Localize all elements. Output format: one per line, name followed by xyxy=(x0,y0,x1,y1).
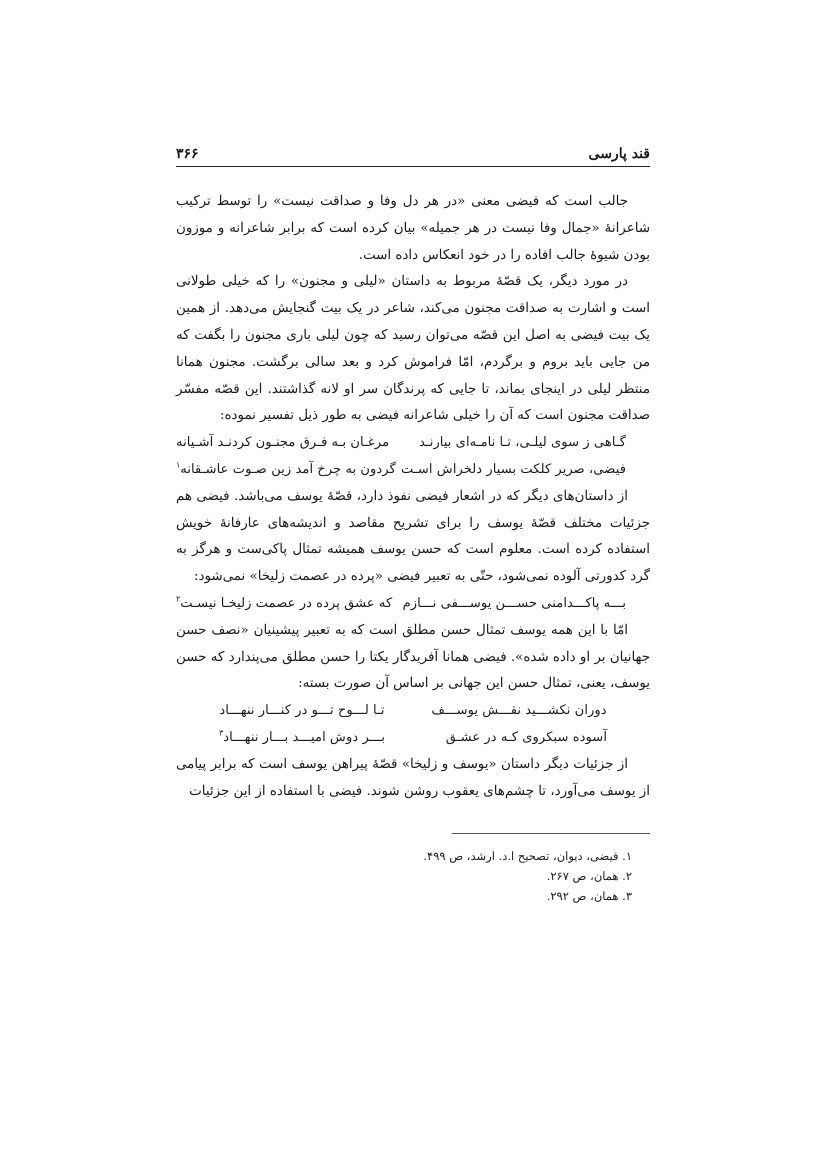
paragraph-4: امّا با این همه یوسف تمثال حسن مطلق است که به تعبیر پیشینیان «نصف حسن جهانیان بر او داده شده». فیضی همانا آفریدگار یکتا را حسن مطلق می‌پندارد که حسن یوسف، یعنی، تمثال حسن این جهانی بر اساس آن صورت بسته: xyxy=(176,622,650,692)
verse-line xyxy=(176,725,650,752)
page-number: ۳۶۶ xyxy=(176,146,199,162)
verse-block-yusuf-2 xyxy=(176,698,650,752)
hemistich-second: که عشق پرده در عصمت زلیخـا نیسـت$^۲$ xyxy=(176,594,393,611)
footnote-divider xyxy=(452,833,650,834)
footnote-1: ۱. فیضی، دیوان، تصحیح ا.د. ارشد، ص ۴۹۹. xyxy=(423,849,632,864)
verse-line xyxy=(176,457,650,484)
main-text xyxy=(176,189,650,805)
hemistich-first: بـــه پاکـــدامنی حســـن یوســـفی نـــازم xyxy=(402,595,626,611)
hemistich-first: گـاهی ز سوی لیلـی، تـا نامـه‌ای بیارنـد xyxy=(418,435,626,451)
header-title: قند پارسی xyxy=(588,146,650,162)
verse-line xyxy=(176,698,650,725)
hemistich-second: مرغـان بـه فـرق مجنـون کردنـد آشـیانه xyxy=(176,435,390,451)
hemistich-second: گردون به چرخ آمد زین صـوت عاشـقانه$^۱$ xyxy=(176,460,396,477)
hemistich-first: آسوده سبکروی کـه در عشـق xyxy=(445,729,608,745)
paragraph-5: از جزئیات دیگر داستان «یوسف و زلیخا» قصّهٔ پیراهن یوسف است که برابر پیامی از یوسف می‌آورد، تا چشم‌های یعقوب روشن شوند. فیضی با استفاده از این جزئیات xyxy=(176,756,650,799)
footnote-ref: ۱ xyxy=(176,460,181,470)
footnotes xyxy=(176,846,650,906)
footnote-ref: ۲ xyxy=(176,594,181,604)
hemistich-first: دوران نکشـــید نقـــش یوســـف xyxy=(431,703,607,719)
paragraph-1: جالب است که فیضی معنی «در هر دل وفا و صداقت نیست» را توسط ترکیب شاعرانهٔ «جمال وفا نیست در هر جمیله» بیان کرده است که برابر شاعرانه و موزون بودن شیوهٔ جالب افاده را در خود انعکاس داده است. xyxy=(176,194,650,263)
hemistich-second: بـــر دوش امیـــد بـــار ننهـــاد$^۳$ xyxy=(218,728,386,745)
verse-line xyxy=(176,430,650,457)
hemistich-first: فیضی، صریر کلکت بسیار دلخراش اسـت xyxy=(401,461,626,477)
verse-block-yusuf-1 xyxy=(176,591,650,618)
footnote-2: ۲. همان، ص ۲۶۷. xyxy=(546,869,632,884)
verse-line xyxy=(176,591,650,618)
footnote-3: ۳. همان، ص ۲۹۲. xyxy=(546,889,632,904)
verse-block-layla xyxy=(176,430,650,484)
book-page xyxy=(176,140,650,906)
paragraph-2: در مورد دیگر، یک قصّهٔ مربوط به داستان «لیلی و مجنون» را که خیلی طولانی است و اشارت به صداقت مجنون می‌کند، شاعر در یک بیت گنجایش می‌دهد. از همین یک بیت فیضی به اصل این قصّه می‌توان رسید که چون لیلی باری مجنون را بگفت که من جایی باید بروم و برگردم، امّا فراموش کرد و بعد سالی برگشت. مجنون همانا منتظر لیلی در اینجای بماند، تا جایی که پرندگان سر او لانه گذاشتند. این قصّه مفسّر صداقت مجنون است که آن را خیلی شاعرانه فیضی به طور ذیل تفسیر نموده: xyxy=(176,274,650,424)
hemistich-second: تـا لـــوح تـــو در کنـــار ننهـــاد xyxy=(219,703,385,719)
running-header xyxy=(176,140,650,167)
paragraph-3: از داستان‌های دیگر که در اشعار فیضی نفوذ دارد، قصّهٔ یوسف می‌باشد. فیضی هم جزئیات مختلف قصّهٔ یوسف را برای تشریح مقاصد و اندیشه‌های عارفانهٔ خویش استفاده کرده است. معلوم است که حسن یوسف همیشه تمثال پاکی‌ست و هرگز به گرد کدورتی آلوده نمی‌شود، حتّی به تعبیر فیضی «پرده در عصمت زلیخا» نمی‌شود: xyxy=(176,488,650,585)
footnote-ref: ۳ xyxy=(218,728,224,738)
